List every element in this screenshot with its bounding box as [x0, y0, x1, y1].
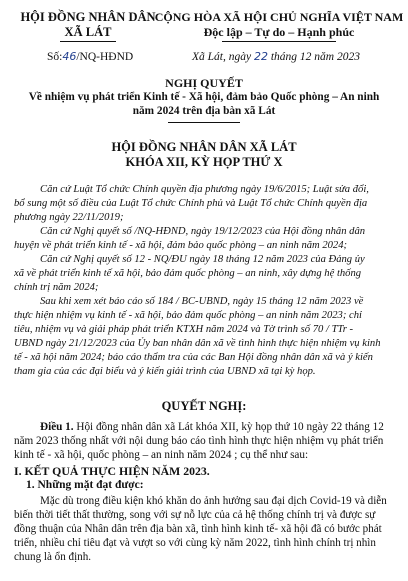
preamble-line: xã về phát triển kinh tế xã hội, bảo đảm quốc phòng – an ninh, xây dựng hệ thống: [14, 268, 362, 279]
preamble-line: Căn cứ Nghị quyết số 12 - NQ/ĐU ngày 18 tháng 12 năm 2023 của Đảng ủy: [40, 254, 365, 265]
title-line-1: Về nhiệm vụ phát triển Kinh tế - Xã hội, đảm bảo Quốc phòng – An ninh: [28, 91, 380, 103]
decides-heading: QUYẾT NGHỊ:: [161, 399, 247, 413]
title-line-2: năm 2024 trên địa bàn xã Lát: [132, 105, 276, 117]
title-underline: [168, 122, 240, 123]
preamble-line: tiêu, nhiệm vụ và giải pháp phát triển KTXH năm 2024 và Tờ trình số 70 / TTr -: [14, 324, 354, 335]
document-kind: NGHỊ QUYẾT: [165, 76, 243, 90]
motto-underline: [222, 41, 336, 42]
left-header-underline: [60, 41, 116, 42]
body-line: biến thời tiết thất thường, song với sự nỗ lực của cả hệ thống chính trị và được sự: [14, 509, 376, 521]
body-line: Mặc dù trong điều kiện khó khăn do ảnh hưởng sau đại dịch Covid-19 và diễn: [40, 495, 387, 507]
body-line: triển, nhiều chỉ tiêu đạt và vượt so với cùng kỳ năm 2022, tình hình chính trị nhìn: [14, 537, 376, 549]
handwritten-day: 22: [253, 50, 268, 63]
handwritten-number: 46: [62, 50, 77, 63]
preamble-line: tham gia của các đại biểu và ý kiến giải trình của UBND xã tại kỳ họp.: [14, 366, 316, 377]
body-paragraph: [14, 494, 398, 564]
issuer-line-1: HỘI ĐỒNG NHÂN DÂN XÃ LÁT: [111, 140, 297, 154]
body-line: đồng thuận của Nhân dân trên địa bàn xã, tình hình kinh tế- xã hội đã có bước phát: [14, 523, 382, 535]
preamble-line: Căn cứ Luật Tổ chức Chính quyền địa phương ngày 19/6/2015; Luật sửa đổi,: [40, 184, 369, 195]
preamble-line: chính trị năm 2024;: [14, 282, 99, 293]
preamble-line: huyện về phát triển kinh tế - xã hội, đảm bảo quốc phòng – an ninh năm 2024;: [14, 240, 348, 251]
body-line: chung là ổn định.: [14, 551, 92, 563]
article-1-line: kinh tế - xã hội, quốc phòng – an ninh năm 2024 ; cụ thể như sau:: [14, 449, 309, 461]
preamble-line: bổ sung một số điều của Luật Tổ chức Chính phủ và Luật Tổ chức Chính quyền địa: [14, 198, 368, 209]
number-prefix: Số:: [47, 51, 63, 63]
country-name: CỘNG HÒA XÃ HỘI CHỦ NGHĨA VIỆT NAM: [154, 10, 404, 24]
preamble: [14, 183, 398, 379]
article-1-label: Điều 1.: [40, 421, 74, 433]
article-1-text: Hội đồng nhân dân xã Lát khóa XII, kỳ họp thứ 10 ngày 22 tháng 12: [73, 421, 384, 433]
section-heading: I. KẾT QUẢ THỰC HIỆN NĂM 2023.: [14, 464, 210, 478]
preamble-line: thực hiện nhiệm vụ kinh tế - xã hội, bảo đảm quốc phòng – an ninh năm 2023; chỉ: [14, 310, 362, 321]
issuer-line-2: KHÓA XII, KỲ HỌP THỨ X: [125, 155, 283, 169]
preamble-line: Căn cứ Nghị quyết số /NQ-HĐND, ngày 19/12/2023 của Hội đồng nhân dân: [40, 226, 366, 237]
issue-date: [192, 50, 360, 63]
article-1: [14, 420, 398, 462]
preamble-line: phương ngày 22/11/2019;: [14, 212, 124, 223]
preamble-line: UBND ngày 21/12/2023 của Ủy ban nhân dân xã về tình hình thực hiện nhiệm vụ kinh: [14, 338, 381, 349]
national-motto: Độc lập – Tự do – Hạnh phúc: [203, 25, 355, 39]
council-name: HỘI ĐỒNG NHÂN DÂN: [20, 10, 156, 24]
article-1-line: [14, 420, 398, 434]
commune-name: XÃ LÁT: [64, 25, 112, 39]
date-prefix: Xã Lát, ngày: [192, 51, 252, 63]
number-suffix: /NQ-HĐND: [76, 51, 134, 63]
preamble-line: tế - xã hội năm 2024; báo cáo thẩm tra của các Ban Hội đồng nhân dân xã và ý kiến: [14, 352, 373, 363]
subsection-heading: 1. Những mặt đạt được:: [26, 479, 144, 491]
article-1-line: năm 2023 thống nhất với nội dung báo cáo tình hình thực hiện nhiệm vụ phát triển: [14, 435, 384, 447]
date-suffix: tháng 12 năm 2023: [270, 51, 360, 63]
preamble-line: Sau khi xem xét báo cáo số 184 / BC-UBND, ngày 15 tháng 12 năm 2023 về: [40, 296, 364, 307]
document-number: [47, 50, 133, 63]
